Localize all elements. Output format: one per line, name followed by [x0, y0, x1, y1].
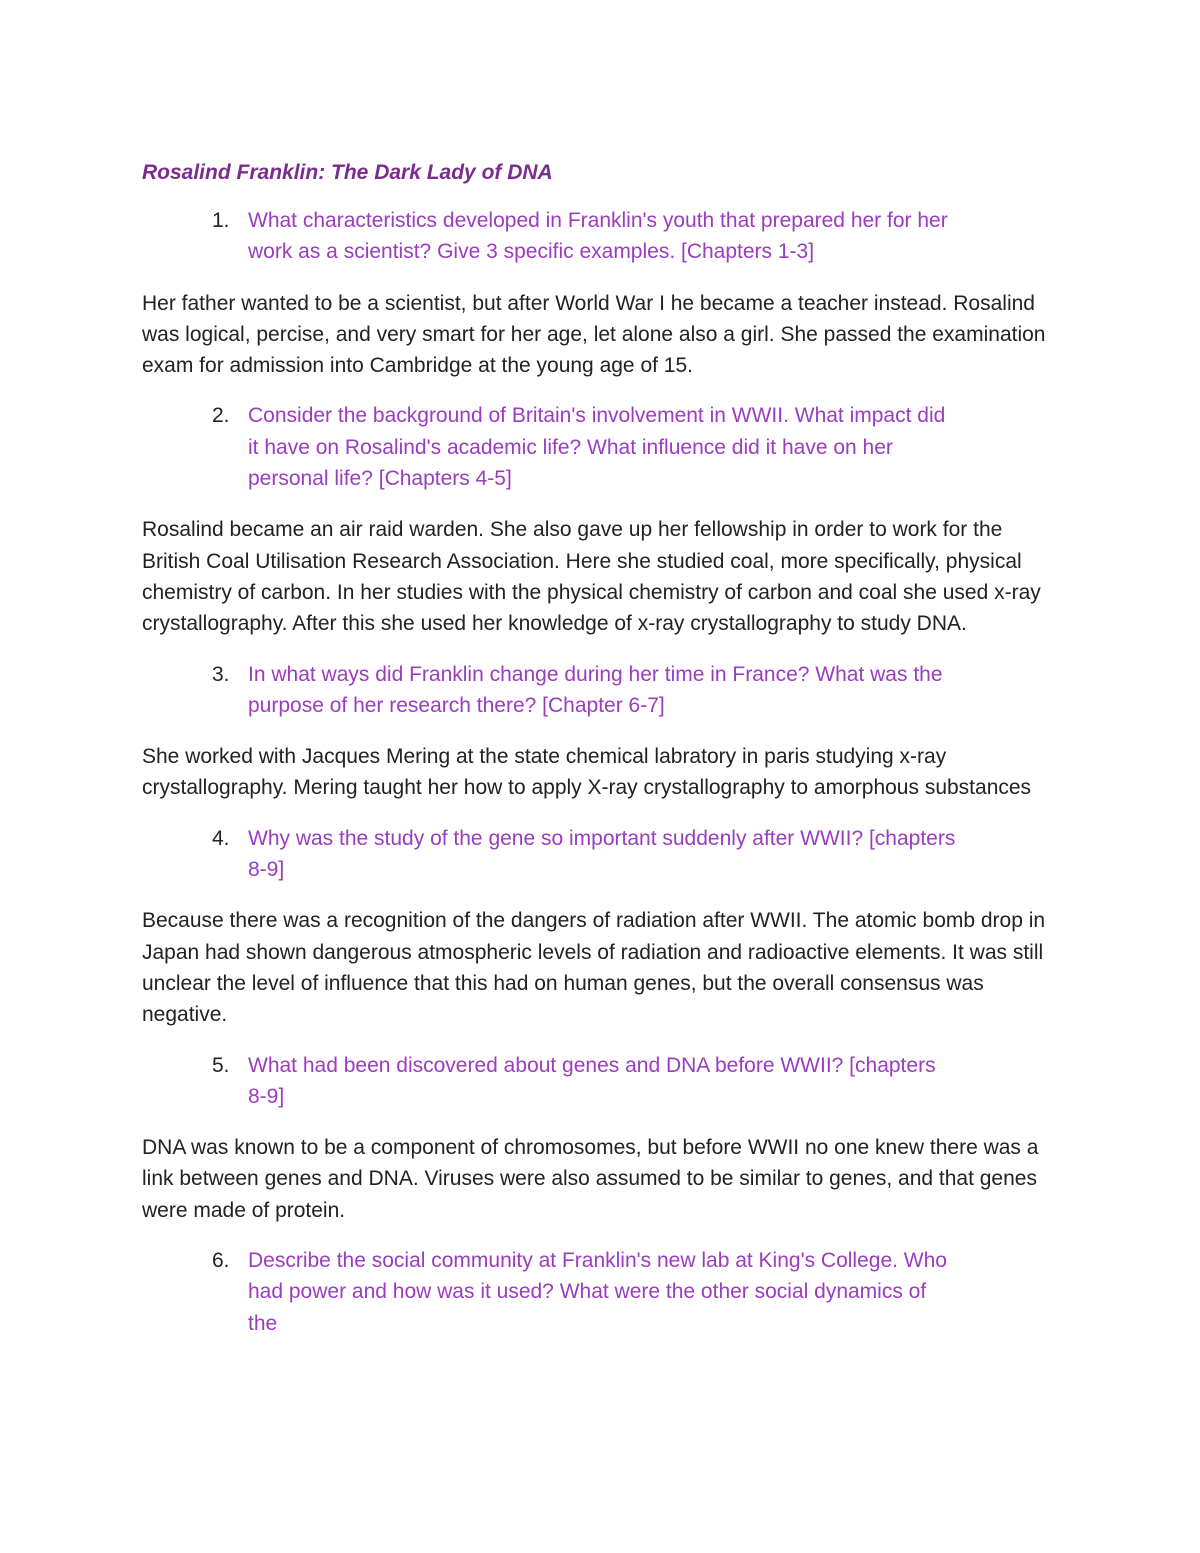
- question-text: Why was the study of the gene so important suddenly after WWII? [chapters 8-9]: [248, 826, 956, 882]
- question-6: [142, 1245, 958, 1339]
- question-number: 2.: [212, 404, 230, 428]
- question-text: In what ways did Franklin change during her time in France? What was the purpose of her research there? [Chapter 6-7]: [248, 662, 943, 717]
- answer-1: Her father wanted to be a scientist, but after World War I he became a teacher instead. Rosalind was logical, percise, and very smart for her age, let alone also a girl. She passed the examination exam for admission into Cambridge at the young age of 15.: [142, 291, 1046, 378]
- question-number: 5.: [212, 1053, 230, 1077]
- question-5: [142, 1050, 958, 1113]
- document-title: Rosalind Franklin: The Dark Lady of DNA: [142, 161, 553, 184]
- answer-2: Rosalind became an air raid warden. She also gave up her fellowship in order to work for the British Coal Utilisation Research Association. Here she studied coal, more specifically, physical chemistry of carbon. In her studies with the physical chemistry of carbon and coal she used x-ray crystallography. After this she used her knowledge of x-ray crystallography to study DNA.: [142, 518, 1041, 636]
- question-2: [142, 400, 958, 494]
- question-number: 1.: [212, 209, 230, 232]
- question-text: Consider the background of Britain's involvement in WWII. What impact did it have on Rosalind's academic life? What influence did it have on her personal life? [Chapters 4-5]: [248, 404, 946, 491]
- question-text: What characteristics developed in Franklin's youth that prepared her for her work as a scientist? Give 3 specific examples. [Chapters 1-3]: [248, 209, 948, 264]
- question-4: [142, 823, 958, 886]
- question-number: 4.: [212, 826, 230, 850]
- question-text: Describe the social community at Franklin's new lab at King's College. Who had power and how was it used? What were the other social dynamics of the: [248, 1249, 947, 1335]
- question-3: [142, 659, 958, 722]
- question-number: 6.: [212, 1249, 230, 1273]
- question-text: What had been discovered about genes and DNA before WWII? [chapters 8-9]: [248, 1053, 936, 1108]
- document-content: [142, 157, 1062, 1359]
- answer-4: Because there was a recognition of the dangers of radiation after WWII. The atomic bomb drop in Japan had shown dangerous atmospheric levels of radiation and radioactive elements. It was still unclear the level of influence that this had on human genes, but the overall consensus was negative.: [142, 909, 1046, 1027]
- answer-5: DNA was known to be a component of chromosomes, but before WWII no one knew there was a link between genes and DNA. Viruses were also assumed to be similar to genes, and that genes were made of protein.: [142, 1136, 1039, 1222]
- question-number: 3.: [212, 662, 230, 686]
- question-1: [142, 205, 958, 268]
- answer-3: She worked with Jacques Mering at the state chemical labratory in paris studying x-ray crystallography. Mering taught her how to apply X-ray crystallography to amorphous substances: [142, 745, 1032, 800]
